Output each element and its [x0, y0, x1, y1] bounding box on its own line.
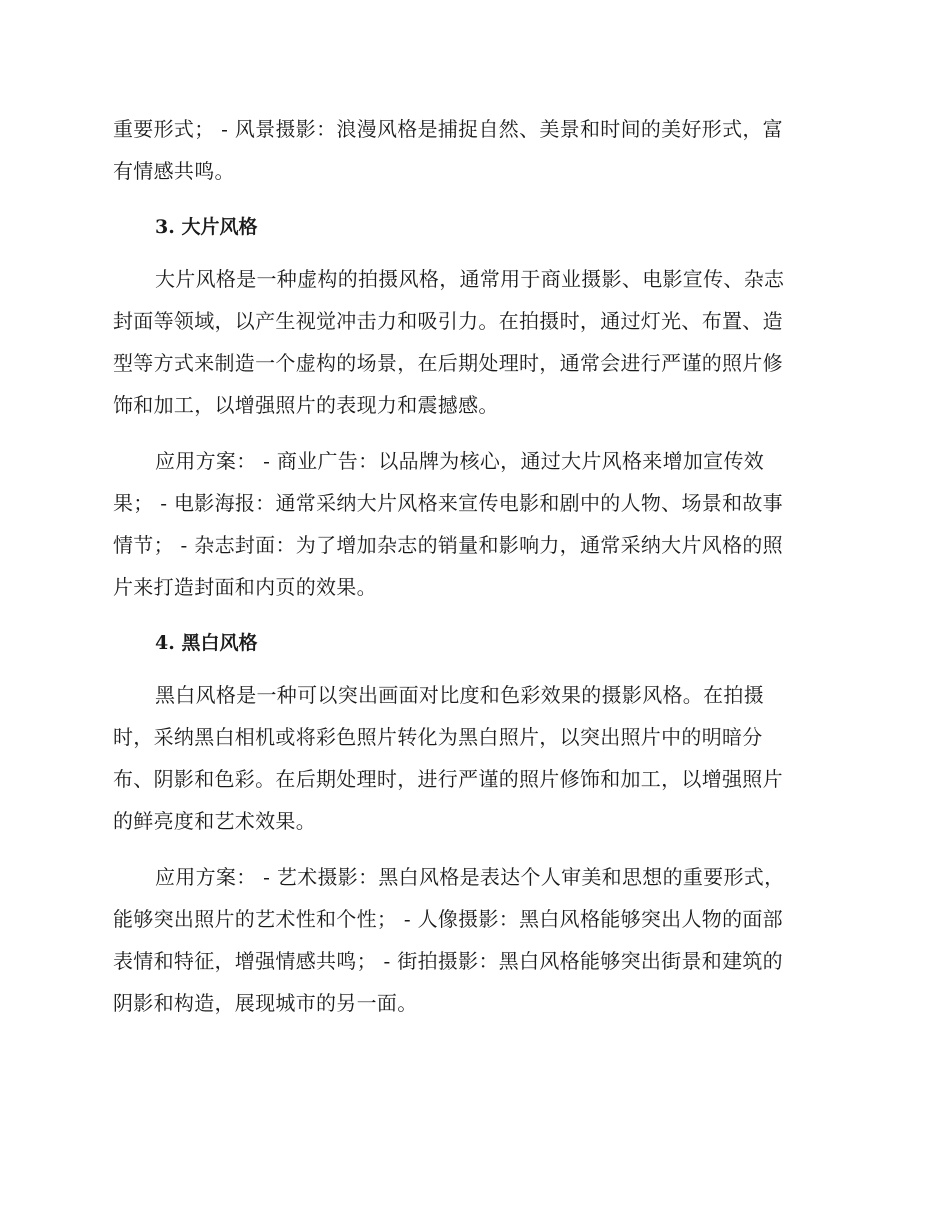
section-heading-3: 3. 大片风格: [155, 216, 258, 238]
section-heading-4: 4. 黑白风格: [155, 632, 258, 654]
section4-paragraph-2: [113, 856, 833, 1024]
text-line: 时，采纳黑白相机或将彩色照片转化为黑白照片，以突出照片中的明暗分: [113, 725, 763, 749]
text-line: 能够突出照片的艺术性和个性； - 人像摄影：黑白风格能够突出人物的面部: [113, 907, 783, 931]
text-line: 果； - 电影海报：通常采纳大片风格来宣传电影和剧中的人物、场景和故事: [113, 491, 783, 515]
text-line: 型等方式来制造一个虚构的场景，在后期处理时，通常会进行严谨的照片修: [113, 351, 783, 375]
paragraph-gap: [113, 426, 833, 440]
text-line: 情节； - 杂志封面：为了增加杂志的销量和影响力，通常采纳大片风格的照: [113, 533, 783, 557]
text-line: 有情感共鸣。: [113, 159, 235, 183]
text-line: 大片风格是一种虚构的拍摄风格，通常用于商业摄影、电影宣传、杂志: [155, 267, 785, 291]
text-line: 应用方案： - 商业广告：以品牌为核心，通过大片风格来增加宣传效: [155, 449, 765, 473]
text-line: 布、阴影和色彩。在后期处理时，进行严谨的照片修饰和加工，以增强照片: [113, 767, 783, 791]
paragraph-gap: [113, 842, 833, 856]
text-line: 片来打造封面和内页的效果。: [113, 575, 377, 599]
text-line: 应用方案： - 艺术摄影：黑白风格是表达个人审美和思想的重要形式，: [155, 865, 785, 889]
text-line: 的鲜亮度和艺术效果。: [113, 809, 316, 833]
text-line: 封面等领域，以产生视觉冲击力和吸引力。在拍摄时，通过灯光、布置、造: [113, 309, 783, 333]
text-line: 阴影和构造，展现城市的另一面。: [113, 991, 418, 1015]
text-line: 重要形式； - 风景摄影：浪漫风格是捕捉自然、美景和时间的美好形式，富: [113, 117, 783, 141]
section3-paragraph-1: [113, 258, 833, 426]
document-page: [113, 108, 833, 1024]
text-line: 饰和加工，以增强照片的表现力和震撼感。: [113, 393, 499, 417]
intro-paragraph: [113, 108, 833, 192]
section3-paragraph-2: [113, 440, 833, 608]
section4-paragraph-1: [113, 674, 833, 842]
text-line: 表情和特征，增强情感共鸣； - 街拍摄影：黑白风格能够突出街景和建筑的: [113, 949, 783, 973]
text-line: 黑白风格是一种可以突出画面对比度和色彩效果的摄影风格。在拍摄: [155, 683, 764, 707]
